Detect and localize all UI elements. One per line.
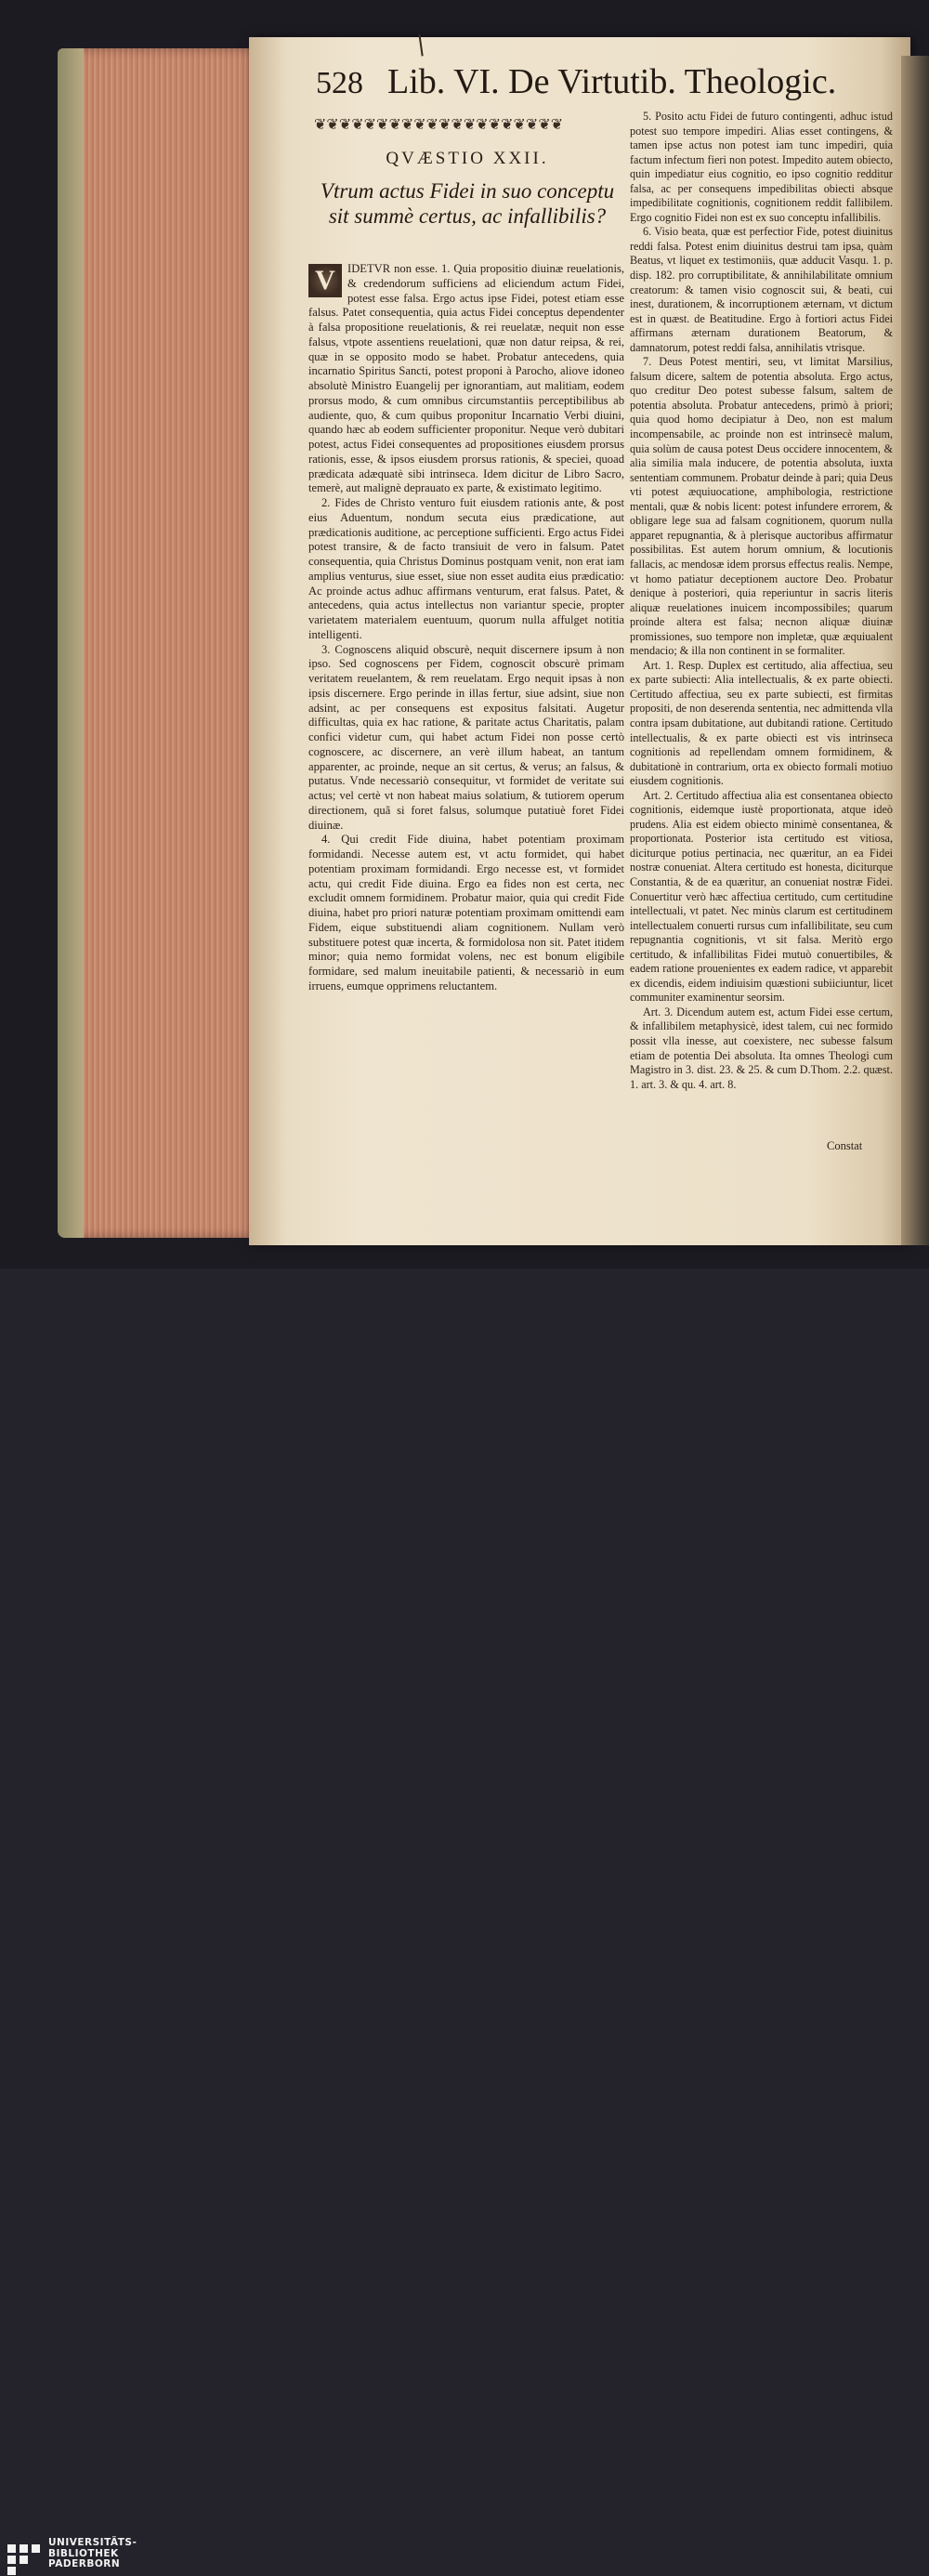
running-title: Lib. VI. De Virtutib. Theologic. (387, 62, 837, 101)
library-name-line: UNIVERSITÄTS- (48, 2537, 137, 2548)
paragraph: Art. 1. Resp. Duplex est certitudo, alia affectiua, seu ex parte subiecti: Alia intellectualis, & ex parte obiecti. Certitudo affectiua, seu ex parte subiecti, est firmitas propositi, de non deserenda sententia, nec admittenda vlla contra ipsam dubitatione, aut dubitandi ratione. Certitudo intellectualis, & ex parte obiecti est vis intrinseca cognitionis ad repellendam omnem formidinem, & dubitationè in contrarium, orta ex obiecto formali motiuo eiusdem cognitionis. (630, 658, 893, 788)
quaestio-heading: QVÆSTIO XXII. (386, 149, 549, 168)
book-fore-edge (58, 48, 262, 1238)
paragraph: 5. Posito actu Fidei de futuro contingenti, adhuc istud potest suo tempore impediri. Alias esset contingens, & tamen ipse actus non potest iam tunc impediri, quia factum infectum fieri non potest. Impedito autem obiecto, quin impediatur eius cognitio, eo ipso cognitio redditur falsa, ac per consequens impedibilitas obiecti absque impedibilitate cognitionis, cognitionem reddit fallibilem. Ergo cognitio Fidei non est ex suo conceptu infallibilis. (630, 110, 893, 224)
library-footer (0, 1268, 929, 2570)
paragraph: Art. 3. Dicendum autem est, actum Fidei esse certum, & infallibilem metaphysicè, idest talem, cui nec formido possit vlla inesse, aut coexistere, nec subesse falsum etiam de potentia Dei absoluta. Ita omnes Theologi cum Magistro in 3. dist. 23. & 25. & cum D.Thom. 2.2. quæst. 1. art. 3. & qu. 4. art. 8. (630, 1005, 893, 1091)
quaestio-title: Vtrum actus Fidei in suo conceptu sit summè certus, ac infallibilis? (320, 179, 615, 228)
library-name-line: PADERBORN (48, 2558, 121, 2570)
drop-cap: V (308, 264, 342, 297)
paragraph: 3. Cognoscens aliquid obscurè, nequit discernere ipsum à non ipso. Sed cognoscens per Fidem, cognoscit obscurè primam veritatem reuelantem, & rem reuelatam. Ergo nequit ipsas à non ipsis discernere. Ergo perinde in illas fertur, siue adsint, siue non adsint, ac per consequens est expositus falsitati. Augetur difficultas, quia ex hac ratione, & paritate actus Charitatis, palam confici videtur cum, qui habet actum Fidei non posse certò cognoscere, ac discernere, an verè illum habeat, an tantum apparenter, ac proinde, neque an sit certus, & verus; an falsus, & putatus. Vnde necessariò consequitur, vt formidet de veritate sui actus; vel certè vt non habeat maius solatium, & tutiorem operum directionem, quã si foret falsus, solumque putatiuè foret Fidei diuinæ. (308, 642, 624, 832)
paragraph: 6. Visio beata, quæ est perfectior Fide, potest diuinitus reddi falsa. Potest enim diuinitus destrui tam ipsa, quàm Beatus, vt liquet ex testimoniis, quæ adducit Vasqu. 1. p. disp. 182. pro corruptibilitate, & annihilabilitate omnium creatorum: & tamen visio cognoscit sui, & beati, cui inest, durationem, & incorruptionem æternam, vt dictum est in quæst. de Beatitudine. Ergo à fortiori actus Fidei affirmans æternam durationem Beatorum, & damnatorum, potest reddi falsa, annihilatis vtrisque. (630, 225, 893, 354)
left-column (308, 262, 624, 994)
paragraph-text: IDETVR non esse. 1. Quia propositio diuinæ reuelationis, & credendorum sufficiens ad eliciendum actum Fidei, potest esse falsa. Ergo actus ipse Fidei, potest etiam esse falsus. Patet consequentia, quia actus Fidei conceptus dependenter à falsa propositione reuelationis, & rei reuelatæ, nequit non esse falsus, vtpote assentiens reuelationi, quæ non datur reipsa, & rei, quæ in se opposito modo se habet. Probatur antecedens, quia incarnatio Spiritus Sancti, potest proponi à Parocho, aliove idoneo absolutè Ministro Euangelij per ignorantiam, aut malitiam, eodem prorsus modo, & cum omnibus circumstantiis perceptibilibus ab audiente, quo, & cum quibus proponitur Incarnatio Verbi diuini, quando hæc ab eodem sufficienter proponitur. Neque verò dubitari potest, actus Fidei consequentes ad propositiones eiusdem prorsus rationis, esse, & ipsos eiusdem prorsus rationis, & speciei, quoad prædicata adæquatè sibi intrinseca. Idem dicitur de Libro Sacro, temerè, aut malignè deprauato ex parte, & existimato legitimo. (308, 262, 624, 495)
paragraph: 7. Deus Potest mentiri, seu, vt limitat Marsilius, falsum dicere, saltem de potentia absoluta. Ergo actus, quo creditur Deo potest subesse falsum, saltem de potentia absoluta. Probatur antecedens, primò à priori; quia quod homo decipiatur à Deo, non est malum incompensabile, ac proinde non est intrinsecè malum, quia solùm de causa potest Deus occidere innocentem, & alia similia mala inducere, de potentia absoluta, iuxta sententiam communem. Probatur deinde à pari; quia Deus vti potest æquiuocatione, amphibologia, restrictione mentali, quæ & nobis licent: potest infundere errorem, & obligare lege sua ad falsam cognitionem, quorum nulla apparet repugnantia, & à plerisque auctoribus affirmatur possibilitas. Est autem horum omnium, & locutionis fallacis, ac mendosæ idem prorsus effectus realis. Nempe, vt homo patiatur deceptionem auctore Deo. Probatur denique à posteriori, quia reperiuntur in sacris literis aliquæ reuelationes inuicem incompossibiles; quarum proinde altera est falsa; necnon aliquæ diuinæ promissiones, suo tempore non impletæ, quæ æquiualent mendacio; & illa non continent in se formaliter. (630, 355, 893, 658)
paragraph: 2. Fides de Christo venturo fuit eiusdem rationis ante, & post eius Aduentum, nondum secuta eius prædicatione, aut prædicationis auditione, ac perceptione sufficienti. Ergo actus Fidei potest transire, & de facto transiuit de vero in falsum. Patet consequentia, quia Christus Dominus postquam venit, non erat iam amplius venturus, siue esset, siue non esset audita eius prædicatio: Ac proinde actus adhuc affirmans venturum, erat falsus. Patet, & antecedens, quia actus intellectus non variantur specie, propter varietatem materialem euentuum, quorum nulla affulget notitia intelligenti. (308, 496, 624, 641)
paragraph: 4. Qui credit Fide diuina, habet potentiam proximam formidandi. Necesse autem est, vt actu formidet, qui habet potentiam proximam formidandi. Ergo necesse est, vt formidet actu, qui credit Fide diuina. Ergo ea fides non est certa, nec excludit omnem formidinem. Probatur maior, quia qui credit Fide diuina, habet pro priori naturæ potentiam proximam omittendi eam Fidem, eique substituendi aliam cognitionem. Nullam verò substituere potest quæ incerta, & formidolosa non sit. Patet itidem minor; quia nemo formidat volens, nec est bonum eligibile formidare, sed malum ineuitabile patienti, & necessariò in eum irruens, eumque opprimens reluctantem. (308, 833, 624, 992)
catchword: Constat (827, 1139, 863, 1152)
paragraph (308, 262, 624, 496)
paragraph: Art. 2. Certitudo affectiua alia est consentanea obiecto cognitionis, eidemque iustè proportionata, atque ideò prudens. Alia est eidem obiecto minimè consentanea, & proportionata. Posterior ista certitudo est vitiosa, diciturque potius pertinacia, nec quæritur, an ea Fidei nostræ conueniat. Altera certitudo est honesta, diciturque Constantia, & de ea quæritur, an conueniat nostræ Fidei. Conuertitur verò hæc affectiua certitudo, cum certitudine intellectuali, vt patet. Nec minùs clarum est certitudinem intellectualem conuerti rursus cum infallibilitate, seu cum repugnantia cognitionis, vt sit falsa. Meritò ergo certitudo, & infallibilitas Fidei mutuò conuertibiles, & eadem ratione prouenientes ex eadem radice, vt apparebit ex dicendis, eidem indiuisim quæstioni subiiciuntur, licet communiter examinentur seorsim. (630, 788, 893, 1005)
library-logo-icon (7, 2544, 41, 2576)
ornament-band: ❦❦❦❦❦❦❦❦❦❦❦❦❦❦❦❦❦❦❦❦ (314, 115, 564, 132)
running-head (316, 61, 836, 110)
page-number: 528 (316, 66, 363, 100)
library-name-line: BIBLIOTHEK (48, 2547, 119, 2559)
scan-area (0, 0, 929, 1268)
library-name (48, 2538, 137, 2570)
right-column (630, 110, 893, 1092)
page-gutter-shadow (901, 56, 929, 1245)
